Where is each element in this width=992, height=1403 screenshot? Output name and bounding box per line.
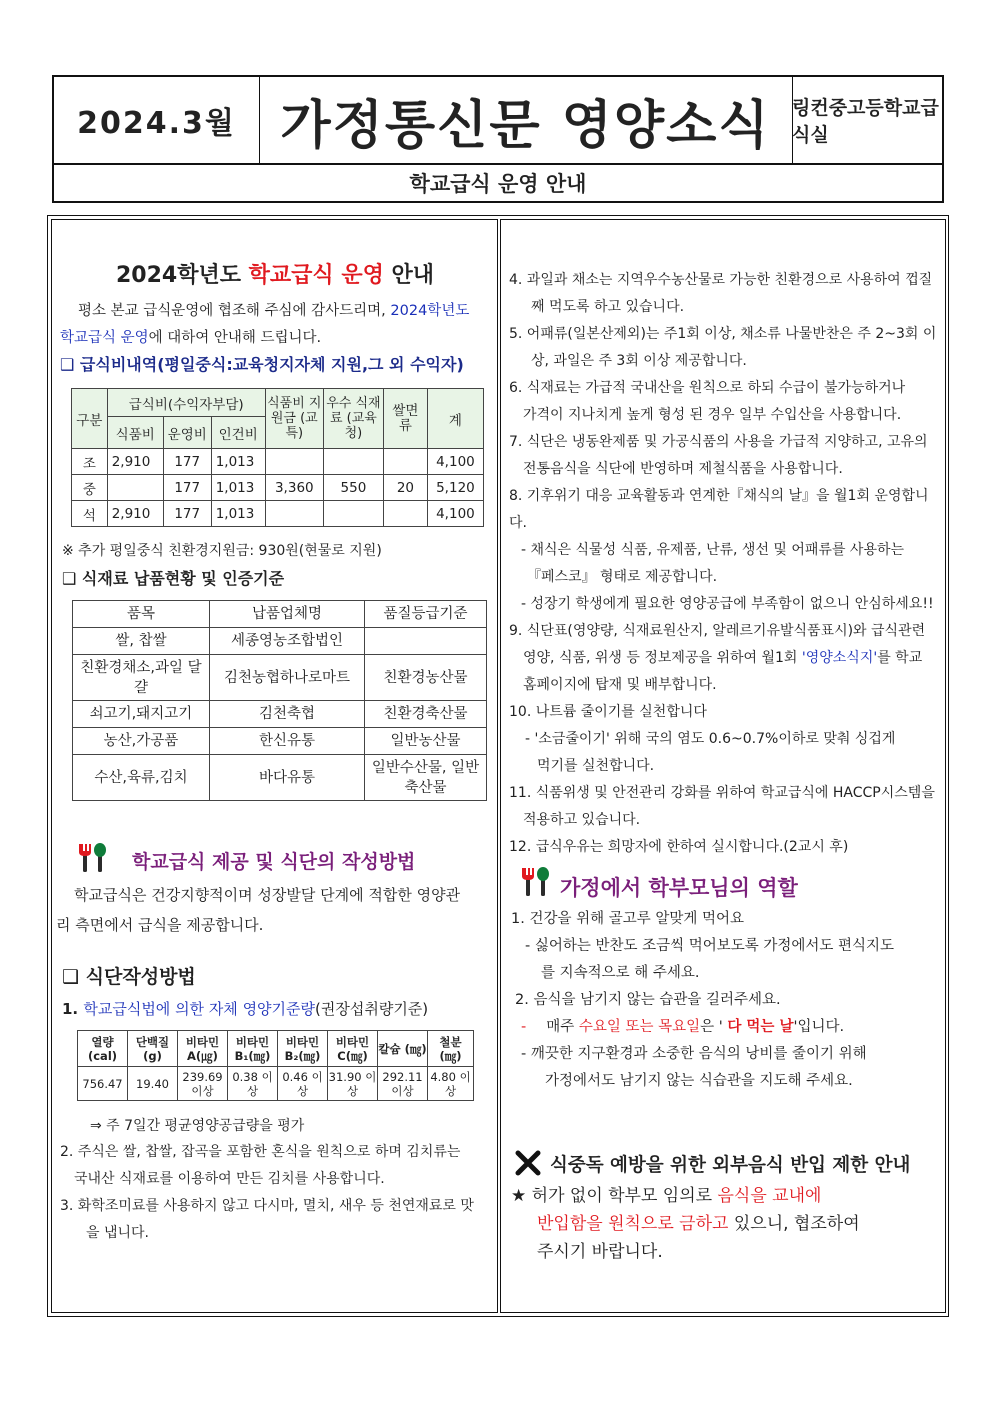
- fee-header-gubun: 구분: [72, 389, 108, 449]
- table-row: 중 177 1,013 3,360 550 20 5,120: [72, 475, 484, 501]
- list-item: 10. 나트륨 줄이기를 실천합니다 - '소금줄이기' 위해 국의 염도 0.6~0.7%이하로 맞춰 싱겁게 먹기를 실천합니다.: [509, 704, 896, 774]
- provision-paragraph: 학교급식은 건강지향적이며 성장발달 단계에 적합한 영양관 리 측면에서 급식을 제공합니다.: [56, 886, 461, 934]
- fee-header-support: 식품비 지원금 (교특): [265, 389, 323, 449]
- fee-header-total: 계: [427, 389, 483, 449]
- main-title-end: 안내: [383, 263, 434, 288]
- main-title: [60, 258, 490, 289]
- intro-paragraph: 평소 본교 급식운영에 협조해 주심에 감사드리며, 2024학년도 학교급식 운영에 대하여 안내해 드립니다.: [60, 303, 470, 346]
- menu-item-1: 1. 학교급식법에 의한 자체 영양기준량(권장섭취량기준): [62, 1000, 429, 1018]
- issue-date: 2024.3월: [54, 77, 260, 163]
- warning-heading: 식중독 예방을 위한 외부음식 반입 제한 안내: [550, 1155, 911, 1176]
- list-item: 9. 식단표(영양량, 식재료원산지, 알레르기유발식품표시)와 급식관련 영양, 식품, 위생 등 정보제공을 위하여 월1회 '영양소식지'를 학교 홈페이지에 탑재 및 배부합니다.: [509, 623, 926, 693]
- list-item: 4. 과일과 채소는 지역우수농산물로 가능한 친환경으로 사용하여 껍질 째 먹도록 하고 있습니다.: [509, 272, 933, 315]
- menu-heading: ❑ 식단작성방법: [62, 966, 196, 988]
- meal-fee-table: [71, 388, 484, 527]
- nutrition-standard-table: 열량 (cal) 단백질 (g) 비타민 A(㎍) 비타민 B₁(㎎) 비타민 B₂(㎎) 비타민 C(㎎) 칼슘 (㎎) 철분 (㎎) 756.47 19.40 239.69 이상 0.38 이상 0.46 이상 31.90 이상 292.11 이상 4.80 이상: [77, 1030, 474, 1101]
- table-row: 농산,가공품 한신유통 일반농산물: [73, 728, 487, 755]
- main-title-year: 2024학년도: [116, 263, 249, 288]
- warning-text: ★ 허가 없이 학부모 임의로 음식을 교내에 반입함을 원칙으로 금하고 있으니, 협조하여 주시기 바랍니다.: [511, 1186, 860, 1262]
- operation-items-list: [509, 267, 945, 861]
- newsletter-title: 가정통신문 영양소식: [259, 77, 793, 163]
- average-note: ⇒ 주 7일간 평균영양공급량을 평가: [90, 1118, 305, 1134]
- newsletter-subtitle: 학교급식 운영 안내: [52, 165, 944, 203]
- list-item: 12. 급식우유는 희망자에 한하여 실시합니다.(2교시 후): [509, 839, 849, 855]
- supply-table: 품목 납품업체명 품질등급기준 쌀, 찹쌀 세종영농조합법인 친환경채소,과일 달걀 김천농협하나로마트 친환경농산물 쇠고기,돼지고기 김천축협 친환경축산물 농산,가공품 한신유통 일반농산물 수산,육류,김치 바다유통 일반수산물, 일반축산물: [72, 600, 487, 801]
- fork-spoon-icon: [78, 842, 108, 878]
- list-item: 7. 식단은 냉동완제품 및 가공식품의 사용을 가급적 지양하고, 고유의 전통음식을 식단에 반영하며 제철식품을 사용합니다.: [509, 434, 928, 477]
- table-row: 수산,육류,김치 바다유통 일반수산물, 일반축산물: [73, 755, 487, 801]
- table-row: 쇠고기,돼지고기 김천축협 친환경축산물: [73, 701, 487, 728]
- fee-header-food: 식품비: [107, 417, 163, 449]
- fee-header-ops: 운영비: [163, 417, 211, 449]
- list-item: 6. 식재료는 가급적 국내산을 원칙으로 하되 수급이 불가능하거나 가격이 지나치게 높게 형성 된 경우 일부 수입산을 사용합니다.: [509, 380, 906, 423]
- parents-heading: 가정에서 학부모님의 역할: [560, 876, 798, 900]
- cross-mark-icon: [515, 1150, 541, 1180]
- newsletter-header: [52, 75, 944, 165]
- fee-header-meal: 급식비(수익자부담): [107, 389, 265, 417]
- table-row: 석 2,910 177 1,013 4,100: [72, 501, 484, 527]
- list-item: 5. 어패류(일본산제외)는 주1회 이상, 채소류 나물반찬은 주 2~3회 이 상, 과일은 주 3회 이상 제공합니다.: [509, 326, 937, 369]
- list-item: 8. 기후위기 대응 교육활동과 연계한『채식의 날』을 월1회 운영합니다. - 채식은 식물성 식품, 유제품, 난류, 생선 및 어패류를 사용하는 『페스코』 형태로 제공합니다. - 성장기 학생에게 필요한 영양공급에 부족함이 없으니 안심하세요!!: [509, 488, 934, 612]
- table-row: 친환경채소,과일 달걀 김천농협하나로마트 친환경농산물: [73, 655, 487, 701]
- table-row: 756.47 19.40 239.69 이상 0.38 이상 0.46 이상 31.90 이상 292.11 이상 4.80 이상: [78, 1067, 474, 1101]
- fee-header-labor: 인건비: [211, 417, 265, 449]
- table-row: 조 2,910 177 1,013 4,100: [72, 449, 484, 475]
- main-title-highlight: 학교급식 운영: [248, 263, 384, 288]
- fee-heading: ❑ 급식비내역(평일중식:교육청지자체 지원,그 외 수익자): [60, 355, 464, 374]
- school-name: 링컨중고등학교급식실: [792, 97, 939, 146]
- fee-header-excellent: 우수 식재료 (교육청): [323, 389, 383, 449]
- table-row: 쌀, 찹쌀 세종영농조합법인: [73, 628, 487, 655]
- extra-support-note: ※ 추가 평일중식 친환경지원금: 930원(현물로 지원): [62, 543, 382, 559]
- fork-spoon-icon: [521, 866, 551, 902]
- menu-items-2-3: 2. 주식은 쌀, 찹쌀, 잡곡을 포함한 혼식을 원칙으로 하며 김치류는 국내산 식재료를 이용하여 만든 김치를 사용합니다. 3. 화학조미료를 사용하지 않고 다시마, 멸치, 새우 등 천연재료로 맛 을 냅니다.: [60, 1144, 474, 1241]
- supply-heading: ❑ 식재료 납품현황 및 인증기준: [62, 569, 285, 588]
- list-item: 11. 식품위생 및 안전관리 강화를 위하여 학교급식에 HACCP시스템을 적용하고 있습니다.: [509, 785, 935, 828]
- provision-heading: 학교급식 제공 및 식단의 작성방법: [132, 851, 416, 873]
- parents-list: 1. 건강을 위해 골고루 알맞게 먹어요 - 싫어하는 반찬도 조금씩 먹어보도록 가정에서도 편식지도 를 지속적으로 해 주세요. 2. 음식을 남기지 않는 습관을 길러주세요. - 매주 수요일 또는 목요일은 ' 다 먹는 날'입니다. - 깨끗한 지구환경과 소중한 음식의 낭비를 줄이기 위해 가정에서도 남기지 않는 식습관을 지도해 주세요.: [511, 911, 895, 1089]
- fee-header-rice: 쌀면 류: [384, 389, 428, 449]
